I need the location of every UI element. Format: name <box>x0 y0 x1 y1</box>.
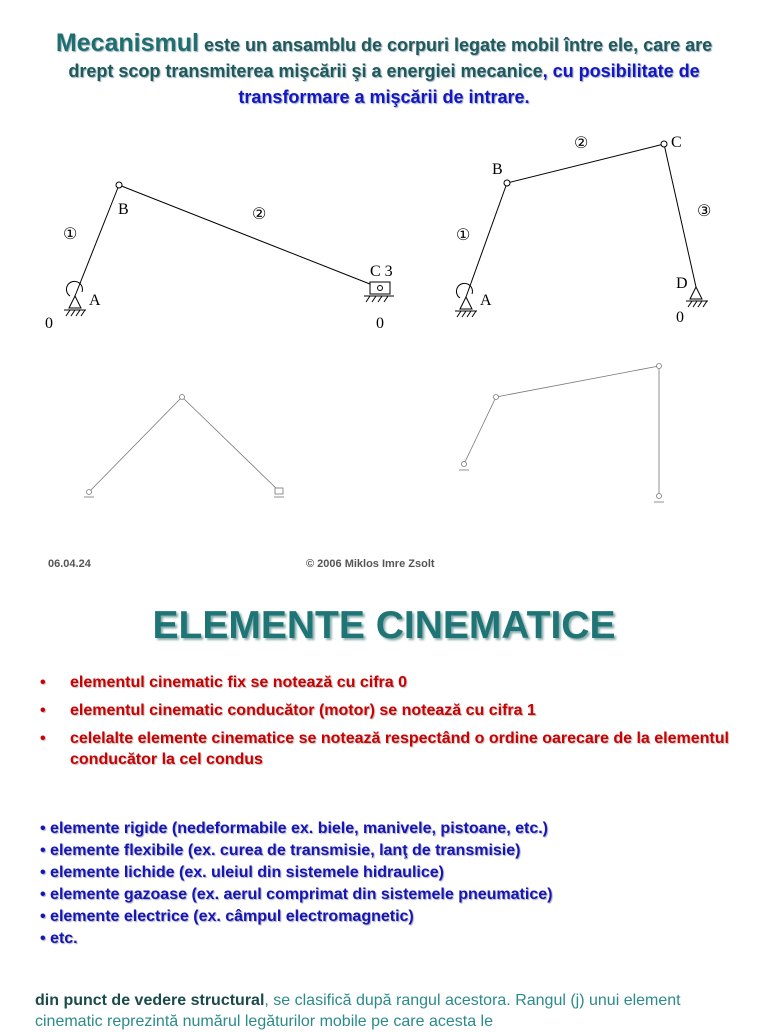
label-B-right: B <box>492 161 503 178</box>
para-bold: din punct de vedere structural <box>35 992 265 1009</box>
list-item: • elemente flexibile (ex. curea de transmisie, lanţ de transmisie) <box>40 842 521 859</box>
list-item <box>40 728 740 770</box>
footer-date: 06.04.24 <box>48 558 91 570</box>
slide-elemente-cinematice <box>0 580 768 1030</box>
bullet-icon: • <box>40 702 46 719</box>
list-item: • elemente rigide (nedeformabile ex. biele, manivele, pistoane, etc.) <box>40 820 548 837</box>
label-C-right: C <box>671 134 682 151</box>
footer-copyright: © 2006 Miklos Imre Zsolt <box>306 558 435 570</box>
label-D-right: D <box>676 275 688 292</box>
label-0C-left: 0 <box>376 315 384 332</box>
list-item-text: celelalte elemente cinematice se notează respectând o ordine oarecare de la elementul conducător la cel condus <box>70 730 729 768</box>
element-types-list <box>40 818 740 950</box>
list-item: • elemente electrice (ex. câmpul electromagnetic) <box>40 908 414 925</box>
structural-paragraph <box>35 990 735 1032</box>
slide-title: ELEMENTE CINEMATICE <box>152 604 616 647</box>
label-3-right: ③ <box>697 203 712 220</box>
intro-text-1: este un ansamblu de corpuri legate mobil între ele, care are drept scop transmiterea mişcării şi a energiei <box>68 35 713 81</box>
intro-text <box>40 30 728 110</box>
label-C3-left: C 3 <box>370 263 393 280</box>
notation-list <box>40 672 740 777</box>
intro-text-2: , cu posibilitate de transformare a mişcării de intrare. <box>238 61 700 107</box>
bullet-icon: • <box>40 730 46 747</box>
rotation-arrow-icon <box>66 281 82 296</box>
bullet-icon: • <box>40 674 46 691</box>
label-1-right: ① <box>456 227 471 244</box>
label-2-left: ② <box>252 206 267 223</box>
list-item: • elemente lichide (ex. uleiul din sistemele hidraulice) <box>40 864 444 881</box>
skeleton-diagram-left <box>84 395 284 498</box>
intro-keyword: Mecanismul <box>55 29 199 57</box>
para-text: , se clasifică după rangul acestora. Rangul (j) unui element cinematic reprezintă numărul legăturilor mobile pe care acesta le <box>35 992 681 1030</box>
list-item: • etc. <box>40 930 78 947</box>
list-item <box>40 672 740 693</box>
label-0D-right: 0 <box>676 309 684 326</box>
mechanism-diagrams <box>0 120 768 520</box>
list-item-text: elementul cinematic fix se notează cu cifra 0 <box>70 674 408 691</box>
label-A-right: A <box>480 292 492 309</box>
list-item <box>40 700 740 721</box>
label-A-left: A <box>89 292 101 309</box>
list-item-text: elementul cinematic conducător (motor) se notează cu cifra 1 <box>70 702 536 719</box>
skeleton-diagram-right <box>459 364 664 503</box>
slider-crank-diagram <box>64 182 394 316</box>
list-item: • elemente gazoase (ex. aerul comprimat din sistemele pneumatice) <box>40 886 553 903</box>
label-2-right: ② <box>574 135 589 152</box>
label-1-left: ① <box>63 226 78 243</box>
label-0A-left: 0 <box>45 315 53 332</box>
intro-keyword-2: mecanice <box>460 61 543 81</box>
label-B-left: B <box>118 201 129 218</box>
